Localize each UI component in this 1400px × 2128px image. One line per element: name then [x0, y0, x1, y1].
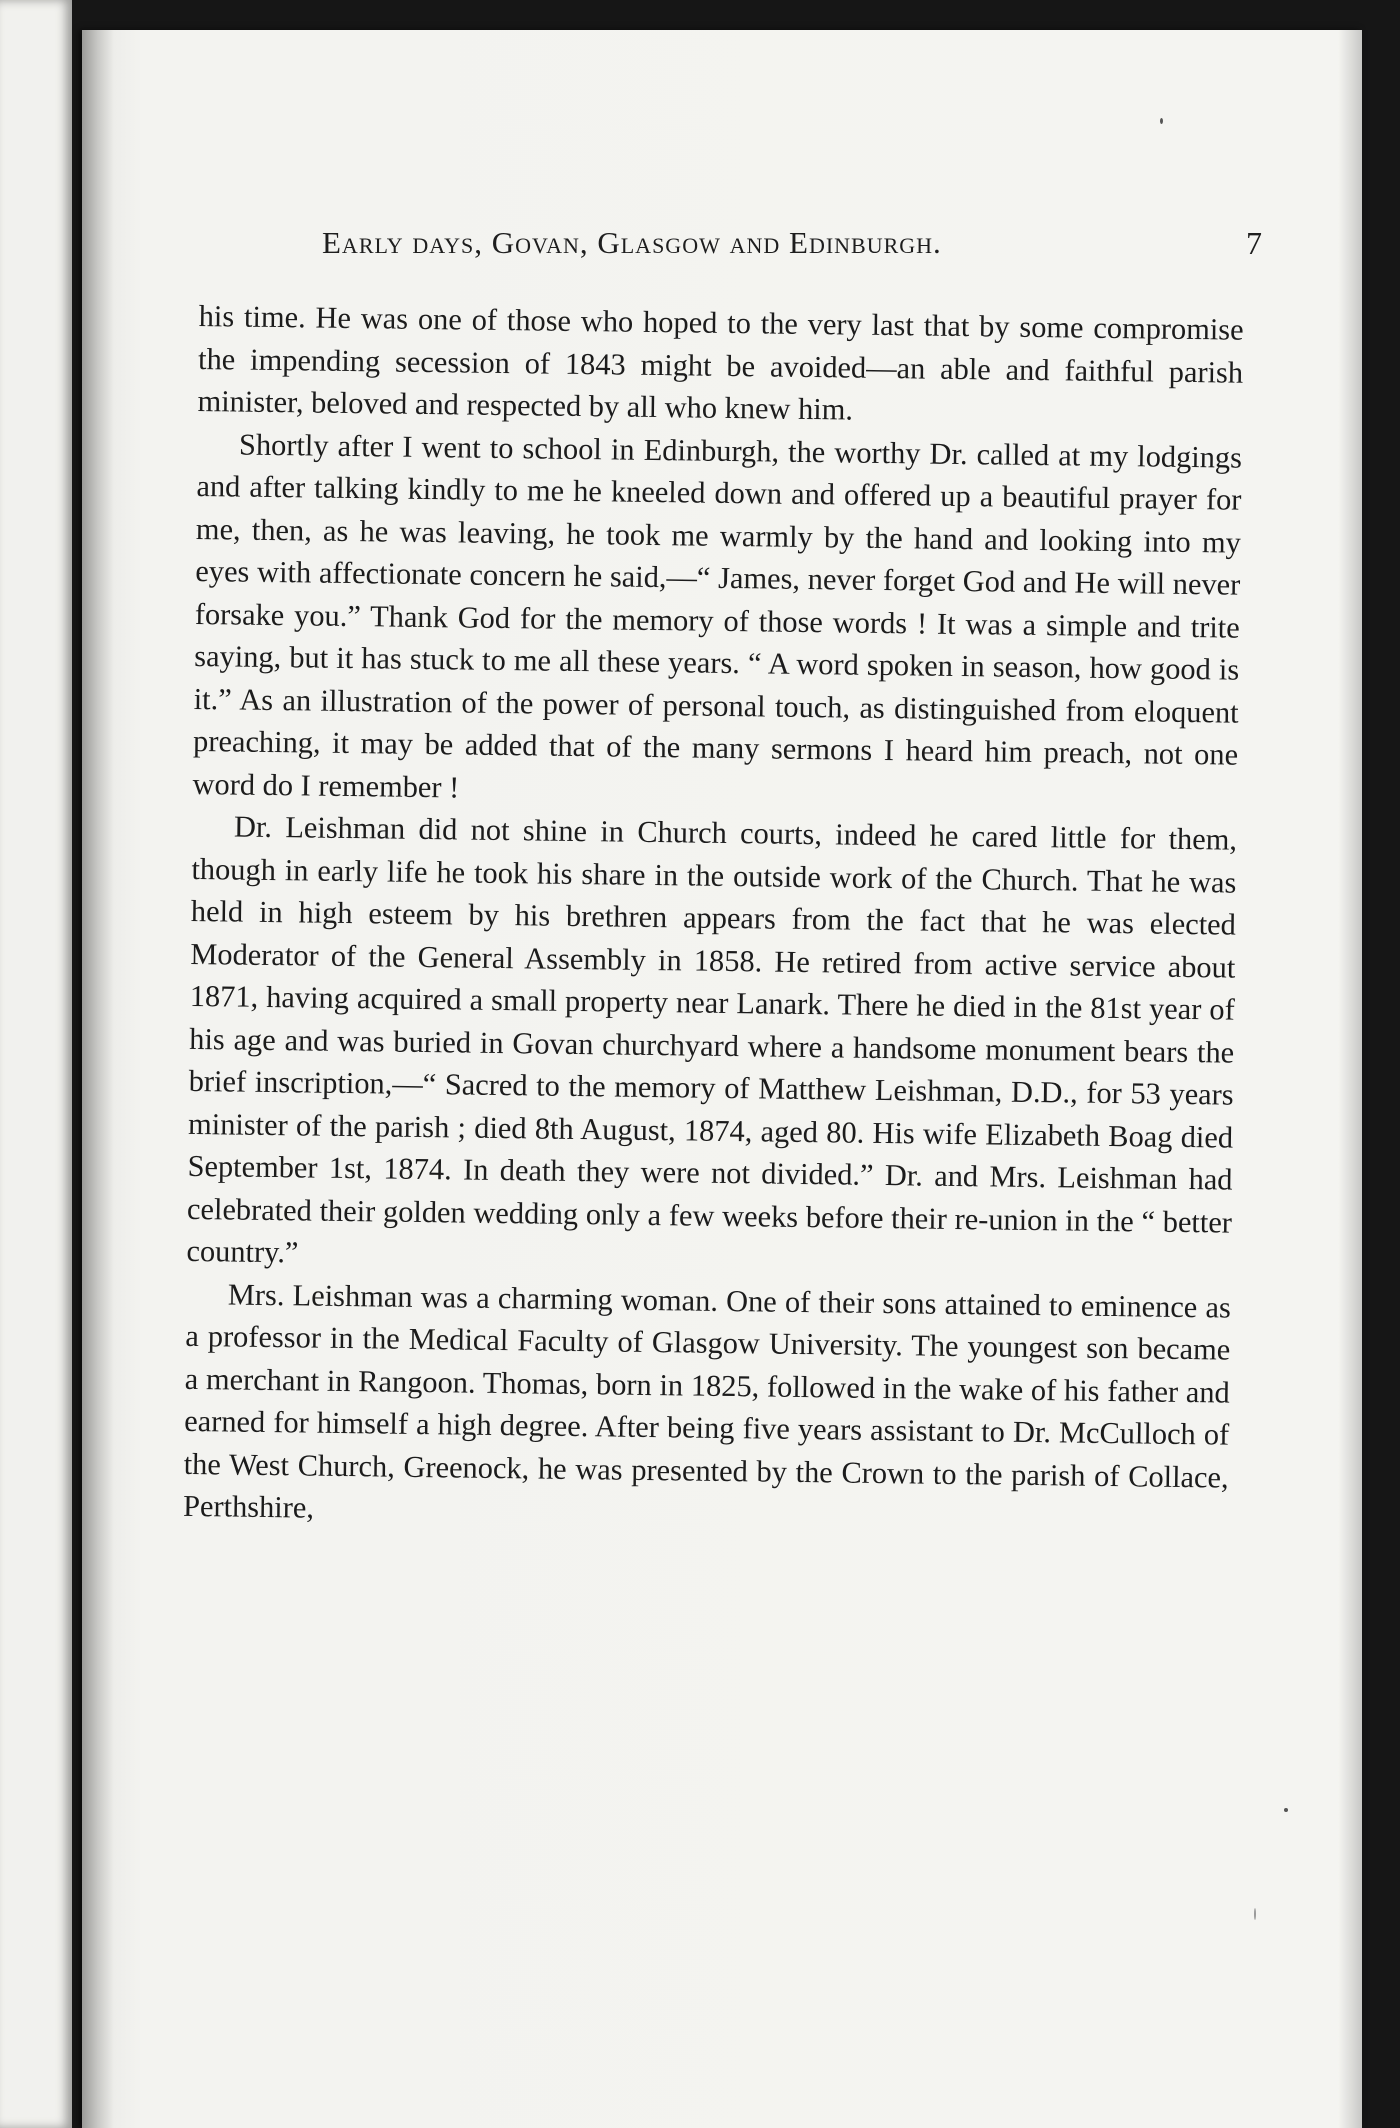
body-text — [183, 295, 1244, 1541]
paper-speck — [1284, 1808, 1288, 1812]
paper-speck — [1160, 118, 1163, 124]
paragraph: Shortly after I went to school in Edinburgh, the worthy Dr. called at my lodgings and after talking kindly to me he kneeled down and offered up a beautiful prayer for me, then, as he was leaving, he took me warmly by the hand and looking into my eyes with affectionate concern he said,—“ James, never forget God and He will never forsake you.” Thank God for the memory of those words ! It was a simple and trite saying, but it has stuck to me all these years. “ A word spoken in season, how good is it.” As an illustration of the power of personal touch, as distinguished from eloquent preaching, it may be added that of the many sermons I heard him preach, not one word do I remember ! — [192, 427, 1243, 804]
paragraph: Mrs. Leishman was a charming woman. One of their sons attained to eminence as a professor in the Medical Faculty of Glasgow University. The youngest son became a merchant in Rangoon. Thomas, born in 1825, followed in the wake of his father and earned for himself a high degree. After being five years assistant to Dr. McCulloch of the West Church, Greenock, he was presented by the Crown to the parish of Collace, Perthshire, — [182, 1276, 1232, 1525]
running-head: Early days, Govan, Glasgow and Edinburgh. — [322, 225, 942, 260]
paragraph: his time. He was one of those who hoped to the very last that by some compromise the impending secession of 1843 might be avoided—an able and faithful parish minister, beloved and respected by all who knew him. — [197, 298, 1244, 427]
book-page — [82, 30, 1362, 2128]
paragraph: Dr. Leishman did not shine in Church courts, indeed he cared little for them, though in early life he took his share in the outside work of the Church. That he was held in high esteem by his brethren appears from the fact that he was elected Moderator of the General Assembly in 1858. He retired from active service about 1871, having acquired a small property near Lanark. There he died in the 81st year of his age and was buried in Govan churchyard where a handsome monument bears the brief inscription,—“ Sacred to the memory of Matthew Leishman, D.D., for 53 years minister of the parish ; died 8th August, 1874, aged 80. His wife Elizabeth Boag died September 1st, 1874. In death they were not divided.” Dr. and Mrs. Leishman had celebrated their golden wedding only a few weeks before their re-union in the “ better country.” — [186, 809, 1238, 1270]
page-header — [322, 225, 1262, 275]
facing-page-edge — [0, 0, 72, 2128]
page-number: 7 — [1246, 225, 1262, 261]
paper-speck — [1254, 1908, 1256, 1920]
